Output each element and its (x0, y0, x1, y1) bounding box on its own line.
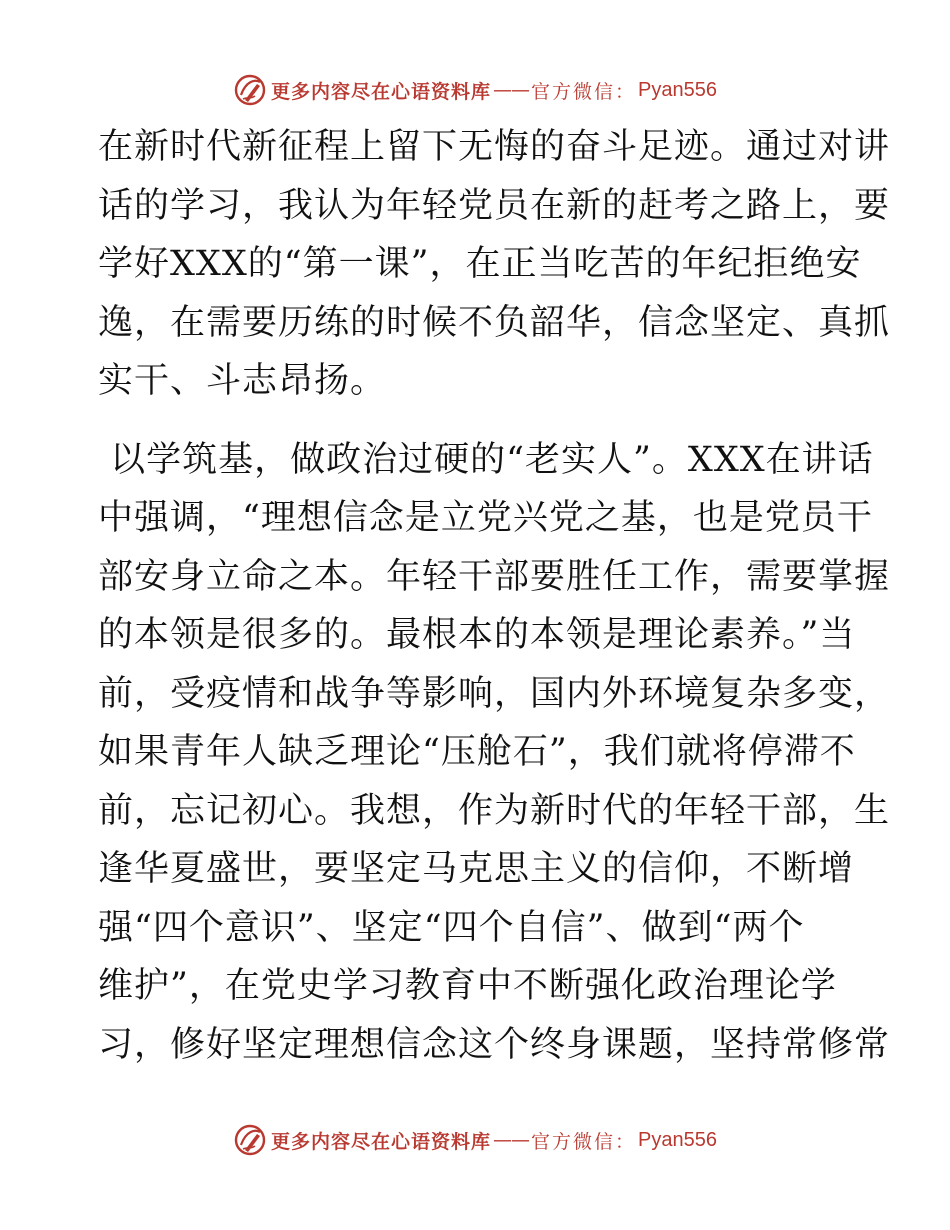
text-line: 以学筑基，做政治过硬的“老实人”。XXX在讲话 (98, 439, 874, 480)
footer-brand-text: 更多内容尽在心语资料库 (271, 1130, 492, 1153)
text-line: 学好XXX的“第一课”，在正当吃苦的年纪拒绝安 (98, 244, 862, 284)
header-brand-text: 更多内容尽在心语资料库 (271, 80, 492, 103)
text-line: 逸，在需要历练的时候不负韶华，信念坚定、真抓 (98, 302, 891, 343)
text-line: 在新时代新征程上留下无悔的奋斗足迹。通过对讲 (98, 127, 891, 167)
text-line: 中强调，“理想信念是立党兴党之基，也是党员干 (98, 498, 873, 538)
header-wechat-label: 官方微信： (531, 80, 637, 103)
header-wechat-id: Pyan556 (638, 78, 717, 101)
document-body (98, 118, 891, 1074)
paragraph-2 (98, 431, 891, 1075)
text-line: 前，忘记初心。我想，作为新时代的年轻干部，生 (98, 790, 891, 831)
paragraph-1 (98, 118, 891, 411)
text-line: 如果青年人缺乏理论“压舱石”，我们就将停滞不 (98, 732, 856, 772)
text-line: 的本领是很多的。最根本的本领是理论素养。”当 (98, 615, 856, 655)
text-line: 话的学习，我认为年轻党员在新的赶考之路上，要 (98, 185, 891, 226)
text-line: 实干、斗志昂扬。 (98, 361, 387, 401)
text-line: 维护”，在党史学习教育中不断强化政治理论学 (98, 966, 837, 1006)
footer-wechat-id: Pyan556 (638, 1128, 717, 1151)
footer-dash: —— (493, 1129, 530, 1151)
pen-logo-icon (233, 73, 267, 107)
pen-logo-icon (233, 1123, 267, 1157)
footer-watermark (0, 1120, 950, 1160)
footer-wechat-label: 官方微信： (531, 1130, 637, 1153)
header-watermark (0, 70, 950, 110)
text-line: 习，修好坚定理想信念这个终身课题，坚持常修常 (98, 1024, 891, 1065)
text-line: 部安身立命之本。年轻干部要胜任工作，需要掌握 (98, 556, 891, 597)
header-dash: —— (493, 79, 530, 101)
text-line: 逢华夏盛世，要坚定马克思主义的信仰，不断增 (98, 849, 855, 889)
text-line: 前，受疫情和战争等影响，国内外环境复杂多变， (98, 673, 891, 714)
text-line: 强“四个意识”、坚定“四个自信”、做到“两个 (98, 907, 805, 948)
